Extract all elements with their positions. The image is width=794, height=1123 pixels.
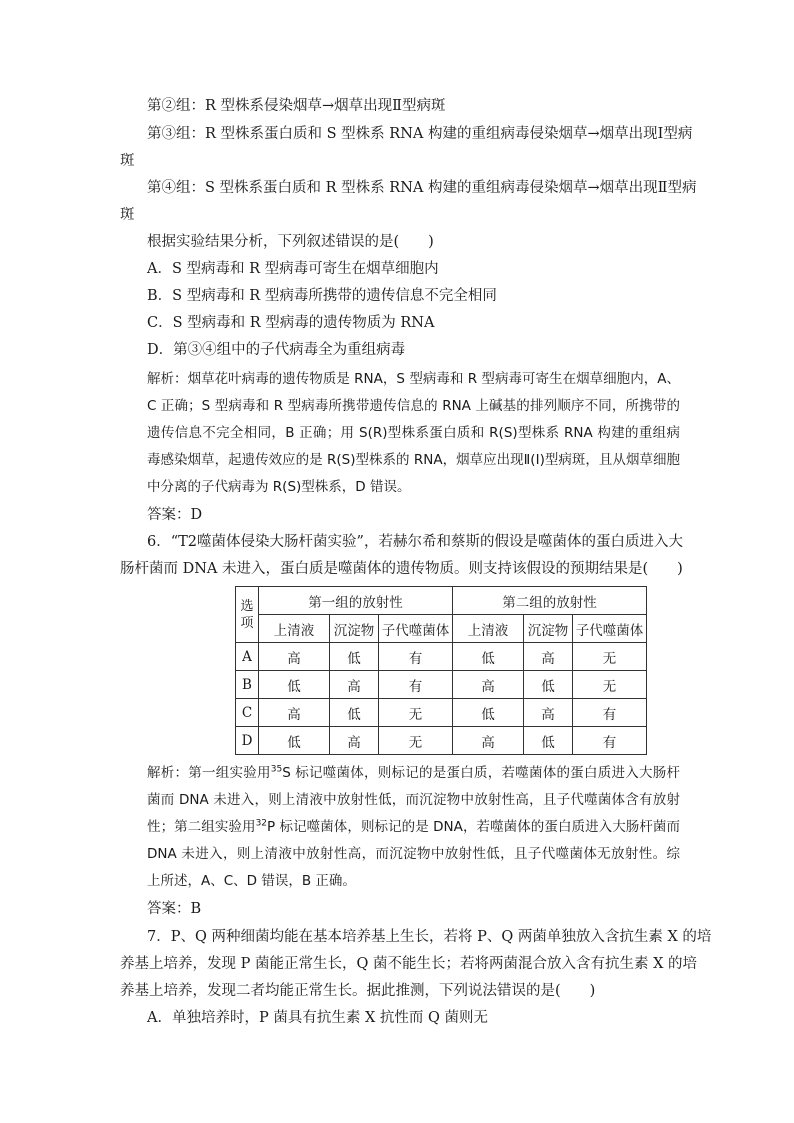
q5-option-a: A．S 型病毒和 R 型病毒可寄生在烟草细胞内	[147, 261, 439, 277]
row-option: A	[236, 643, 259, 671]
table-cell: 高	[453, 671, 524, 699]
table-cell: 低	[524, 727, 573, 755]
q5-solution-text: 解析：烟草花叶病毒的遗传物质是 RNA，S 型病毒和 R 型病毒可寄生在烟草细胞内，A、C 正确；S 型病毒和 R 型病毒所携带遗传信息的 RNA 上碱基的排列顺序不同，所携带的遗传信息不完全相同，B 正确；用 S(R)型株系蛋白质和 R(S)型株系 RNA 构建的重组病毒感染烟草，起遗传效应的是 R(S)型株系的 RNA，烟草应出现Ⅱ(Ⅰ)型病斑，且从烟草细胞中分离的子代病毒为 R(S)型株系，D 错误。	[147, 371, 680, 495]
group-3-line: 第③组：R 型株系蛋白质和 S 型株系 RNA 构建的重组病毒侵染烟草→烟草出现Ⅰ型病	[147, 126, 693, 142]
q5-option-b: B．S 型病毒和 R 型病毒所携带的遗传信息不完全相同	[147, 288, 497, 304]
q5-option-d: D．第③④组中的子代病毒全为重组病毒	[147, 342, 406, 358]
table-cell: 高	[524, 699, 573, 727]
table-cell: 高	[453, 727, 524, 755]
q6-stem-line2: 肠杆菌而 DNA 未进入，蛋白质是噬菌体的遗传物质。则支持该假设的预期结果是( )	[120, 561, 683, 577]
table-row	[236, 699, 647, 727]
group-3-line-cont: 斑	[120, 153, 135, 169]
col-header: 沉淀物	[524, 615, 573, 643]
table-cell: 低	[330, 699, 379, 727]
table-row	[236, 671, 647, 699]
table-cell: 有	[573, 699, 647, 727]
col-header: 子代噬菌体	[379, 615, 453, 643]
table-cell: 低	[453, 643, 524, 671]
table-cell: 低	[453, 699, 524, 727]
q5-stem: 根据实验结果分析，下列叙述错误的是( )	[147, 234, 434, 250]
table-cell: 无	[379, 699, 453, 727]
row-option: D	[236, 727, 259, 755]
group-4-line-cont: 斑	[120, 207, 135, 223]
table-cell: 有	[573, 727, 647, 755]
table-cell: 高	[259, 699, 330, 727]
q7-stem-line1: 7．P、Q 两种细菌均能在基本培养基上生长，若将 P、Q 两菌单独放入含抗生素 X 的培	[147, 929, 712, 945]
table-row	[236, 727, 647, 755]
table-cell: 高	[524, 643, 573, 671]
table-cell: 有	[379, 671, 453, 699]
isotope-32: 32	[255, 818, 268, 829]
q6-solution-text: 解析：第一组实验用$^{35}$S 标记噬菌体，则标记的是蛋白质，若噬菌体的蛋白质进入大肠杆菌而 DNA 未进入，则上清液中放射性低，而沉淀物中放射性高，且子代噬菌体含有放射性；第二组实验用$^{32}$P 标记噬菌体，则标记的是 DNA，若噬菌体的蛋白质进入大肠杆菌而 DNA 未进入，则上清液中放射性高，而沉淀物中放射性低，且子代噬菌体无放射性。综上所述，A、C、D 错误，B 正确。	[147, 764, 681, 889]
col-header: 沉淀物	[330, 615, 379, 643]
q5-option-c: C．S 型病毒和 R 型病毒的遗传物质为 RNA	[147, 315, 435, 331]
table-cell: 低	[524, 671, 573, 699]
q7-option-a: A．单独培养时，P 菌具有抗生素 X 抗性而 Q 菌则无	[147, 1010, 488, 1026]
table-cell: 高	[330, 727, 379, 755]
group-2-line: 第②组：R 型株系侵染烟草→烟草出现Ⅱ型病斑	[147, 98, 446, 114]
table-cell: 低	[259, 727, 330, 755]
group2-header: 第二组的放射性	[453, 587, 647, 615]
group1-header: 第一组的放射性	[259, 587, 453, 615]
col-header: 子代噬菌体	[573, 615, 647, 643]
q6-answer: 答案：B	[147, 901, 202, 917]
group-4-line: 第④组：S 型株系蛋白质和 R 型株系 RNA 构建的重组病毒侵染烟草→烟草出现Ⅱ型病	[147, 180, 697, 196]
q5-answer: 答案：D	[147, 507, 203, 523]
q6-options-table	[235, 586, 647, 755]
table-cell: 无	[379, 727, 453, 755]
q7-stem-line3: 养基上培养，发现二者均能正常生长。据此推测，下列说法错误的是( )	[120, 983, 596, 999]
q6-solution	[120, 760, 680, 895]
table-cell: 高	[259, 643, 330, 671]
option-header: 选项	[236, 587, 259, 643]
table-cell: 无	[573, 671, 647, 699]
table-cell: 高	[330, 671, 379, 699]
q5-solution	[120, 366, 680, 501]
col-header: 上清液	[453, 615, 524, 643]
col-header: 上清液	[259, 615, 330, 643]
q6-stem-line1: 6．“T2噬菌体侵染大肠杆菌实验”，若赫尔希和蔡斯的假设是噬菌体的蛋白质进入大	[147, 534, 683, 550]
row-option: B	[236, 671, 259, 699]
table-cell: 有	[379, 643, 453, 671]
table-cell: 低	[259, 671, 330, 699]
row-option: C	[236, 699, 259, 727]
table-cell: 低	[330, 643, 379, 671]
q7-stem-line2: 养基上培养，发现 P 菌能正常生长，Q 菌不能生长；若将两菌混合放入含有抗生素 X 的培	[120, 956, 698, 972]
table-row	[236, 643, 647, 671]
isotope-35: 35	[270, 764, 283, 775]
table-cell: 无	[573, 643, 647, 671]
